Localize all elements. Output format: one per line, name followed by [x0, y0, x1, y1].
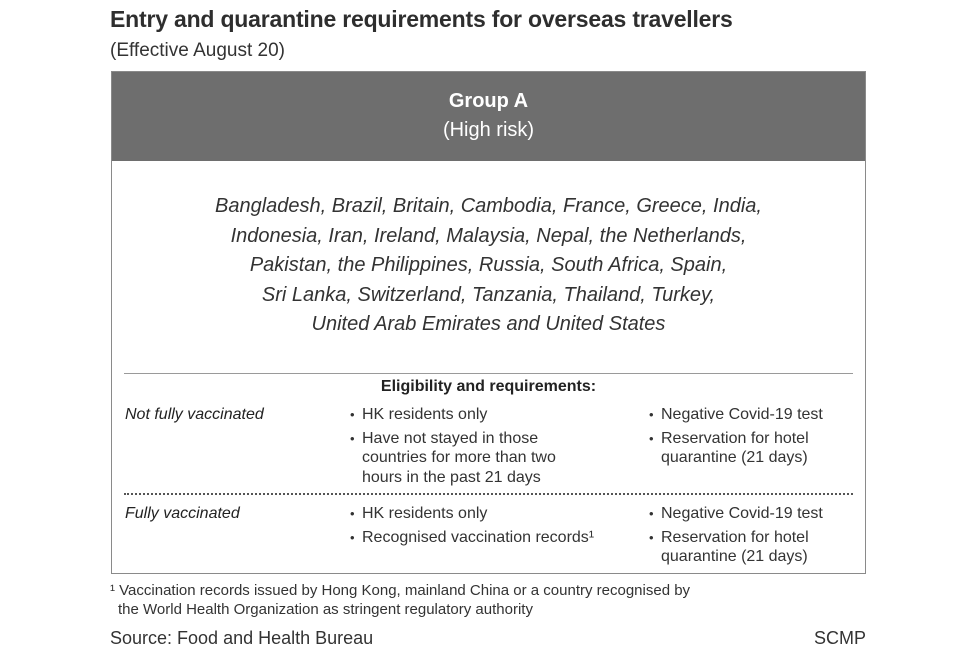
footnote: [110, 581, 690, 619]
list-item: • Reservation for hotel quarantine (21 days): [649, 528, 849, 567]
list-item: • Reservation for hotel quarantine (21 days): [649, 429, 849, 468]
dotted-divider: [124, 493, 853, 495]
page-subtitle: (Effective August 20): [110, 40, 285, 61]
list-item: • HK residents only: [350, 504, 630, 524]
country-line: Sri Lanka, Switzerland, Tanzania, Thailand, Turkey,: [261, 283, 716, 306]
country-line: Indonesia, Iran, Ireland, Malaysia, Nepal, the Netherlands,: [230, 224, 747, 247]
eligibility-list: [350, 504, 630, 551]
brand-logo-text: SCMP: [813, 628, 866, 648]
row-label-fully-vaccinated: Fully vaccinated: [125, 505, 240, 522]
eligibility-list: [350, 405, 590, 491]
list-item: • HK residents only: [350, 405, 590, 425]
eligibility-heading: Eligibility and requirements:: [380, 378, 597, 395]
requirements-table: [111, 71, 866, 574]
list-item: • Negative Covid-19 test: [649, 504, 849, 524]
divider: [124, 373, 853, 374]
row-label-not-fully-vaccinated: Not fully vaccinated: [125, 406, 264, 423]
footnote-line: the World Health Organization as stringent regulatory authority: [118, 601, 533, 618]
list-item: • Negative Covid-19 test: [649, 405, 849, 425]
list-item: • Have not stayed in those countries for more than two hours in the past 21 days: [350, 429, 590, 488]
country-line: Pakistan, the Philippines, Russia, South Africa, Spain,: [249, 254, 728, 276]
group-header: [112, 72, 865, 161]
footnote-line: ¹ Vaccination records issued by Hong Kong, mainland China or a country recognised by: [110, 582, 691, 599]
list-item: • Recognised vaccination records¹: [350, 528, 630, 548]
group-risk: (High risk): [442, 119, 535, 141]
country-line: Bangladesh, Brazil, Britain, Cambodia, France, Greece, India,: [215, 195, 762, 217]
requirements-list: [649, 504, 849, 571]
country-line: United Arab Emirates and United States: [311, 313, 666, 335]
page-title: Entry and quarantine requirements for overseas travellers: [110, 6, 733, 32]
country-list: [112, 192, 865, 340]
requirements-list: [649, 405, 849, 472]
group-name: Group A: [448, 90, 529, 112]
source-credit: Source: Food and Health Bureau: [110, 628, 374, 648]
